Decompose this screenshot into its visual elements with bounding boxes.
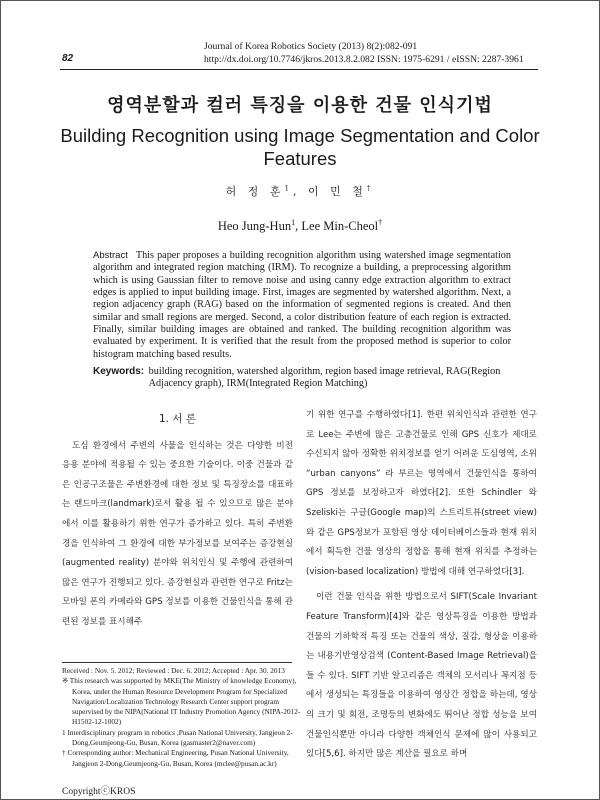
footnote-rule (62, 662, 292, 663)
title-korean: 영역분할과 컬러 특징을 이용한 건물 인식기법 (107, 95, 493, 116)
author1-en: Heo Jung-Hun (217, 219, 292, 233)
abstract-label: Abstract (93, 250, 128, 261)
abstract-text: This paper proposes a building recognition algorithm using watershed image segmentation algorithm and integrated region matching (IRM). To recognize a building, a preprocessing algorithm which is using Gaussian filter to remove noise and using canny edge extraction algorithm to extract edges is applied to input building image. First, images are segmented by watershed algorithm. Next, a region adjacency graph (RAG) based on the information of segmented regions is created. And then similar and small regions are merged. Second, a color distribution feature of each region is extracted. Finally, similar building images are obtained and ranked. The building recognition algorithm was evaluated by experiment. It is verified that the result from the proposed method is superior to color histogram matching based results. (93, 250, 511, 360)
keywords-text: building recognition, watershed algorithm, region based image retrieval, RAG(Region Adjacency graph), IRM(Integrated Region Matching) (148, 366, 501, 390)
author-sep-en: , (295, 219, 302, 233)
intro-paragraph-1-cont: 기 위한 연구를 수행하였다[1]. 한편 위치인식과 관련한 연구로 Lee는 주변에 많은 고층건물로 인해 GPS 신호가 제대로 수신되지 않아 정확한 위치정보를 얻기 어려운 도심영역, 소위 “urban canyons” 라 부르는 영역에서 건물인식을 통하여 GPS 정보를 보정하고자 하였다[2]. 또한 Schindler 와 Szeliski는 구글(Google map)의 스트리트뷰(street view)와 같은 GPS정보가 포함된 영상 데이터베이스들과 현재 위치에서 획득한 건물 영상의 정합을 통해 현재 위치를 추정하는(vision-based localization) 방법에 대해 연구하였다[3]. (306, 410, 537, 577)
footnote-received: Received : Nov. 5. 2012; Reviewed : Dec. 6. 2012; Accepted : Apr. 30. 2013 (62, 666, 285, 675)
authors-english (0, 219, 600, 234)
footnote-corresponding: † Corresponding author: Mechanical Engineering, Pusan National University, Jangjeon 2-Dong,Geumjeong-Gu, Busan, Korea (mclee@pusan.ac.kr) (62, 748, 289, 768)
journal-citation: Journal of Korea Robotics Society (2013) 8(2):082-091 (204, 41, 418, 52)
author1-ko: 허 정 훈 (225, 185, 285, 198)
footnotes (62, 662, 302, 769)
abstract (93, 250, 511, 361)
section-heading-introduction: 1. 서 론 (159, 413, 196, 425)
author2-ko-affil: † (366, 183, 375, 193)
intro-paragraph-1: 도심 환경에서 주변의 사물을 인식하는 것은 다양한 비전 응용 분야에 적용될 수 있는 중요한 기술이다. 이중 건물과 같은 인공구조물은 주변환경에 대한 정보 및 특징장소를 대표하는 랜드마크(landmark)로서 활용 될 수 있으므로 많은 분야에서 이를 활용하기 위한 연구가 증가하고 있다. 특히 주변환경을 인식하여 그 환경에 대한 부가정보를 보여주는 증강현실(augmented reality) 분야와 위치인식 및 주행에 관련하여 많은 연구가 진행되고 있다. 증강현실과 관련한 연구로 Fritz는 모바일 폰의 카메라와 GPS 정보를 이용한 건물인식을 통해 관련된 정보를 표시해주 (62, 440, 293, 627)
right-column (306, 406, 537, 765)
author-sep: , (292, 185, 308, 198)
page-number: 82 (62, 53, 74, 64)
journal-doi: http://dx.doi.org/10.7746/jkros.2013.8.2.082 ISSN: 1975-6291 / eISSN: 2287-3961 (204, 54, 524, 65)
keywords-label: Keywords: (93, 366, 145, 377)
author2-en: Lee Min-Cheol (301, 219, 379, 233)
copyright: CopyrightⓒKROS (62, 787, 136, 797)
author1-ko-affil: 1 (284, 183, 293, 193)
journal-header (204, 40, 524, 66)
footnote-funding: ※ This research was supported by MKE(The Ministry of knowledge Economy), Korea, under the Human Resource Development Program for Specialized Navigation/Localization Technology Research Center support program supervised by the NIPA(National IT Industry Promotion Agency (NIPA-2012-H1502-12-1002) (62, 676, 301, 727)
author2-en-affil: † (378, 217, 383, 227)
authors-korean (0, 183, 600, 199)
author2-ko: 이 민 철 (307, 185, 367, 198)
header-rule (60, 69, 538, 70)
intro-paragraph-2: 이런 건물 인식을 위한 방법으로서 SIFT(Scale Invariant Feature Transform)[4]와 같은 영상특징을 이용한 방법과 건물의 기하학적 특징 또는 건물의 색상, 질감, 형상을 이용하는 내용기반영상검색 (Content-Based Image Retrieval)을 들 수 있다. SIFT 기반 알고리즘은 객체의 모서리나 꼭지점 등에서 생성되는 특징들을 이용하여 영상간 정합을 하는데, 영상의 크기 및 회전, 조명등의 변화에도 뛰어난 정합 성능을 보여 건물인식뿐만 아니라 다양한 객체인식 문제에 많이 사용되고 있다[5,6]. 하지만 많은 계산을 필요로 하며 (306, 592, 537, 760)
left-column (62, 400, 293, 633)
keywords (93, 366, 523, 391)
title-english: Building Recognition using Image Segmentation and Color Features (60, 125, 540, 169)
footnote-affiliation-1: 1 Interdisciplinary program in robotics ,Pusan National University, Jangjeon 2-Dong,Geumjeong-Gu, Busan, Korea (gasmaster2@naver.com) (62, 727, 293, 748)
author1-en-affil: 1 (291, 217, 296, 227)
